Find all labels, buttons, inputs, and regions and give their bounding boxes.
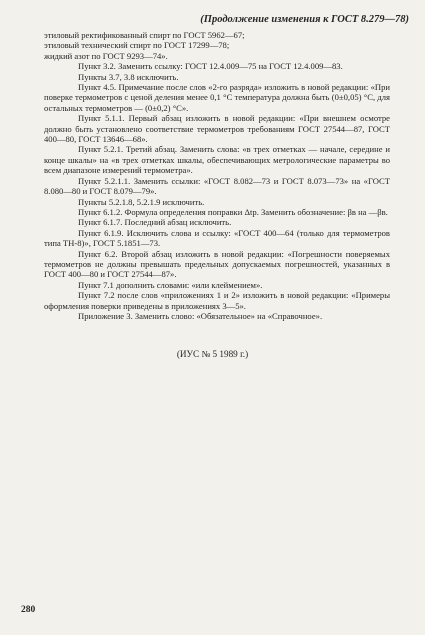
paragraph: Приложение 3. Заменить слово: «Обязательное» на «Справочное». xyxy=(78,310,323,321)
paragraph: Пункты 5.2.1.8, 5.2.1.9 исключить. xyxy=(78,196,205,207)
paragraph: Пункт 7.2 после слов «приложениях 1 и 2» изложить в новой редакции: «Примеры оформления поверки приведены в приложениях 3—5». xyxy=(44,290,390,311)
paragraph: этиловый технический спирт по ГОСТ 17299—78; xyxy=(44,40,230,51)
document-body xyxy=(44,30,390,321)
paragraph: Пункты 3.7, 3.8 исключить. xyxy=(78,71,179,82)
paragraph: Пункт 5.2.1. Третий абзац. Заменить слова: «в трех отметках — начале, середине и конце шкалы» на «в трех отметках шкалы, обеспечивающих метрологические параметры во всем диапазоне измерений термометра». xyxy=(44,144,390,176)
publication-note: (ИУС № 5 1989 г.) xyxy=(176,349,249,359)
running-header: (Продолжение изменения к ГОСТ 8.279—78) xyxy=(200,14,409,25)
paragraph: Пункт 6.2. Второй абзац изложить в новой редакции: «Погрешности поверяемых термометров не должны превышать предельных допускаемых погрешностей, указанных в ГОСТ 400—80 и ГОСТ 27544—87». xyxy=(44,248,390,280)
paragraph: Пункт 5.1.1. Первый абзац изложить в новой редакции: «При внешнем осмотре должно быть установлено соответствие термометров требованиям ГОСТ 27544—87, ГОСТ 400—80, ГОСТ 13646—68». xyxy=(44,113,390,145)
paragraph: этиловый ректификованный спирт по ГОСТ 5962—67; xyxy=(44,30,245,40)
paragraph: Пункт 6.1.7. Последний абзац исключить. xyxy=(78,217,232,228)
paragraph: Пункт 5.2.1.1. Заменить ссылки: «ГОСТ 8.082—73 и ГОСТ 8.073—73» на «ГОСТ 8.080—80 и ГОСТ 8.079—79». xyxy=(44,175,390,197)
paragraph: Пункт 4.5. Примечание после слов «2-го разряда» изложить в новой редакции: «При поверке термометров с ценой деления менее 0,1 °С температура должна быть (0±0,05) °С, для остальных термометров — (0±0,2) °С». xyxy=(44,82,390,113)
paragraph: Пункт 7.1 дополнить словами: «или клеймением». xyxy=(78,279,263,290)
paragraph: жидкий азот по ГОСТ 9293—74». xyxy=(44,50,168,61)
paragraph: Пункт 6.1.2. Формула определения поправки Δtр. Заменить обозначение: βв на —βв. xyxy=(78,206,388,217)
paragraph: Пункт 3.2. Заменить ссылку: ГОСТ 12.4.009—75 на ГОСТ 12.4.009—83. xyxy=(78,61,343,72)
paragraph: Пункт 6.1.9. Исключить слова и ссылку: «ГОСТ 400—64 (только для термометров типа ТН-8)», ГОСТ 5.1851—73. xyxy=(44,227,390,249)
page-number: 280 xyxy=(21,605,36,615)
